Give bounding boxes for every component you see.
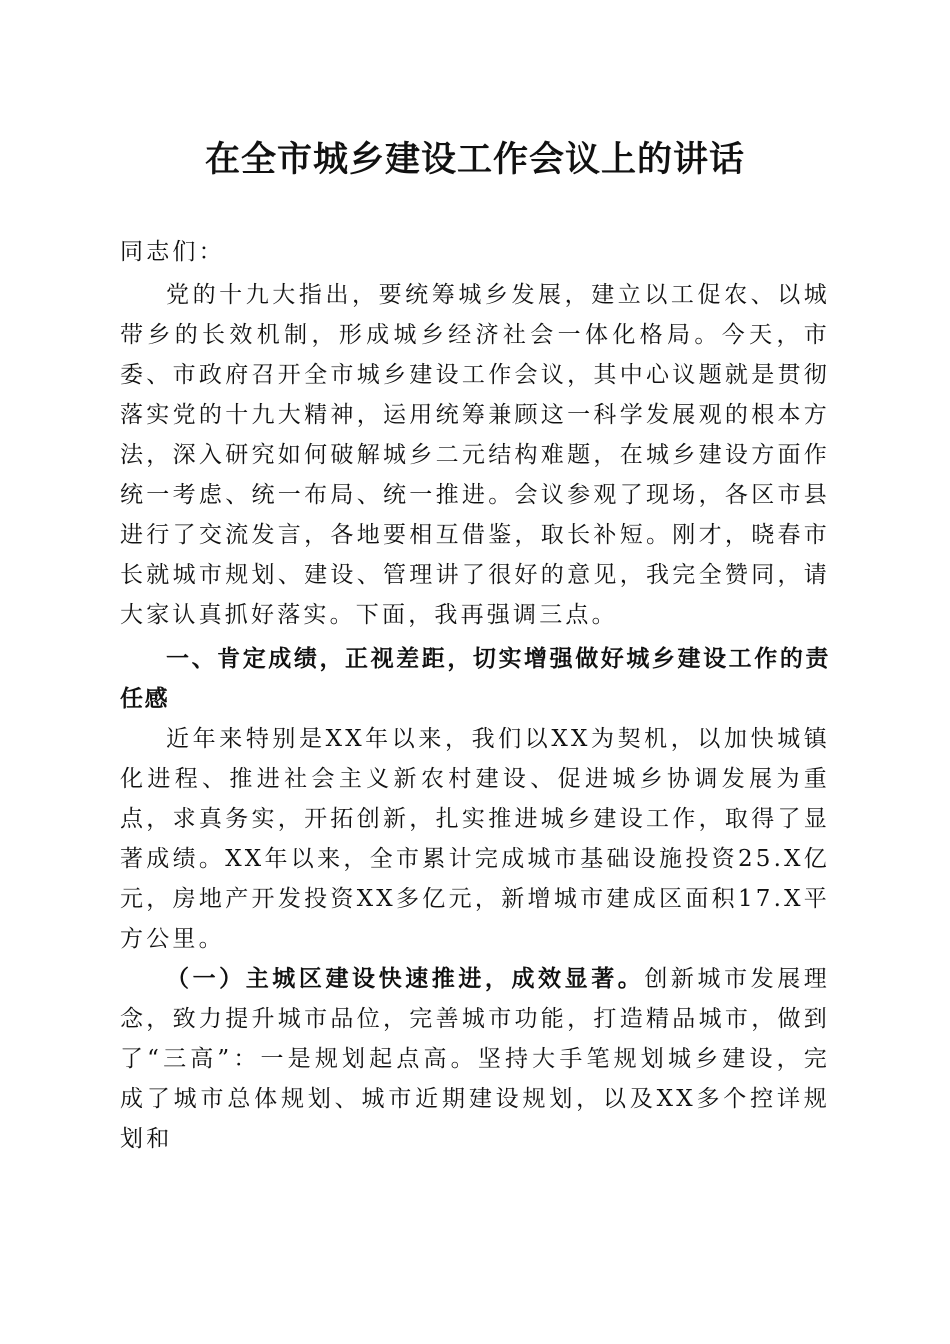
subsection-1-lead: （一）主城区建设快速推进，成效显著。 [166,965,645,992]
paragraph-achievements: 近年来特别是XX年以来，我们以XX为契机，以加快城镇化进程、推进社会主义新农村建设、促进城乡协调发展为重点，求真务实，开拓创新，扎实推进城乡建设工作，取得了显著成绩。XX年以来，全市累计完成城市基础设施投资25.X亿元，房地产开发投资XX多亿元，新增城市建成区面积17.X平方公里。 [120,726,830,952]
document-body [120,232,830,1159]
document-title: 在全市城乡建设工作会议上的讲话 [204,139,745,180]
paragraph-intro: 党的十九大指出，要统筹城乡发展，建立以工促农、以城带乡的长效机制，形成城乡经济社会一体化格局。今天，市委、市政府召开全市城乡建设工作会议，其中心议题就是贯彻落实党的十九大精神，运用统筹兼顾这一科学发展观的根本方法，深入研究如何破解城乡二元结构难题，在城乡建设方面作统一考虑、统一布局、统一推进。会议参观了现场，各区市县进行了交流发言，各地要相互借鉴，取长补短。刚才，晓春市长就城市规划、建设、管理讲了很好的意见，我完全赞同，请大家认真抓好落实。下面，我再强调三点。 [120,282,830,628]
subsection-1-text: 创新城市发展理念，致力提升城市品位，完善城市功能，打造精品城市，做到了“三高”：一是规划起点高。坚持大手笔规划城乡建设，完成了城市总体规划、城市近期建设规划，以及XX多个控详规划和 [120,966,830,1152]
paragraph-subsection-1 [120,959,830,1159]
salutation: 同志们： [120,239,225,265]
section-heading-1: 一、肯定成绩，正视差距，切实增强做好城乡建设工作的责任感 [120,646,830,712]
